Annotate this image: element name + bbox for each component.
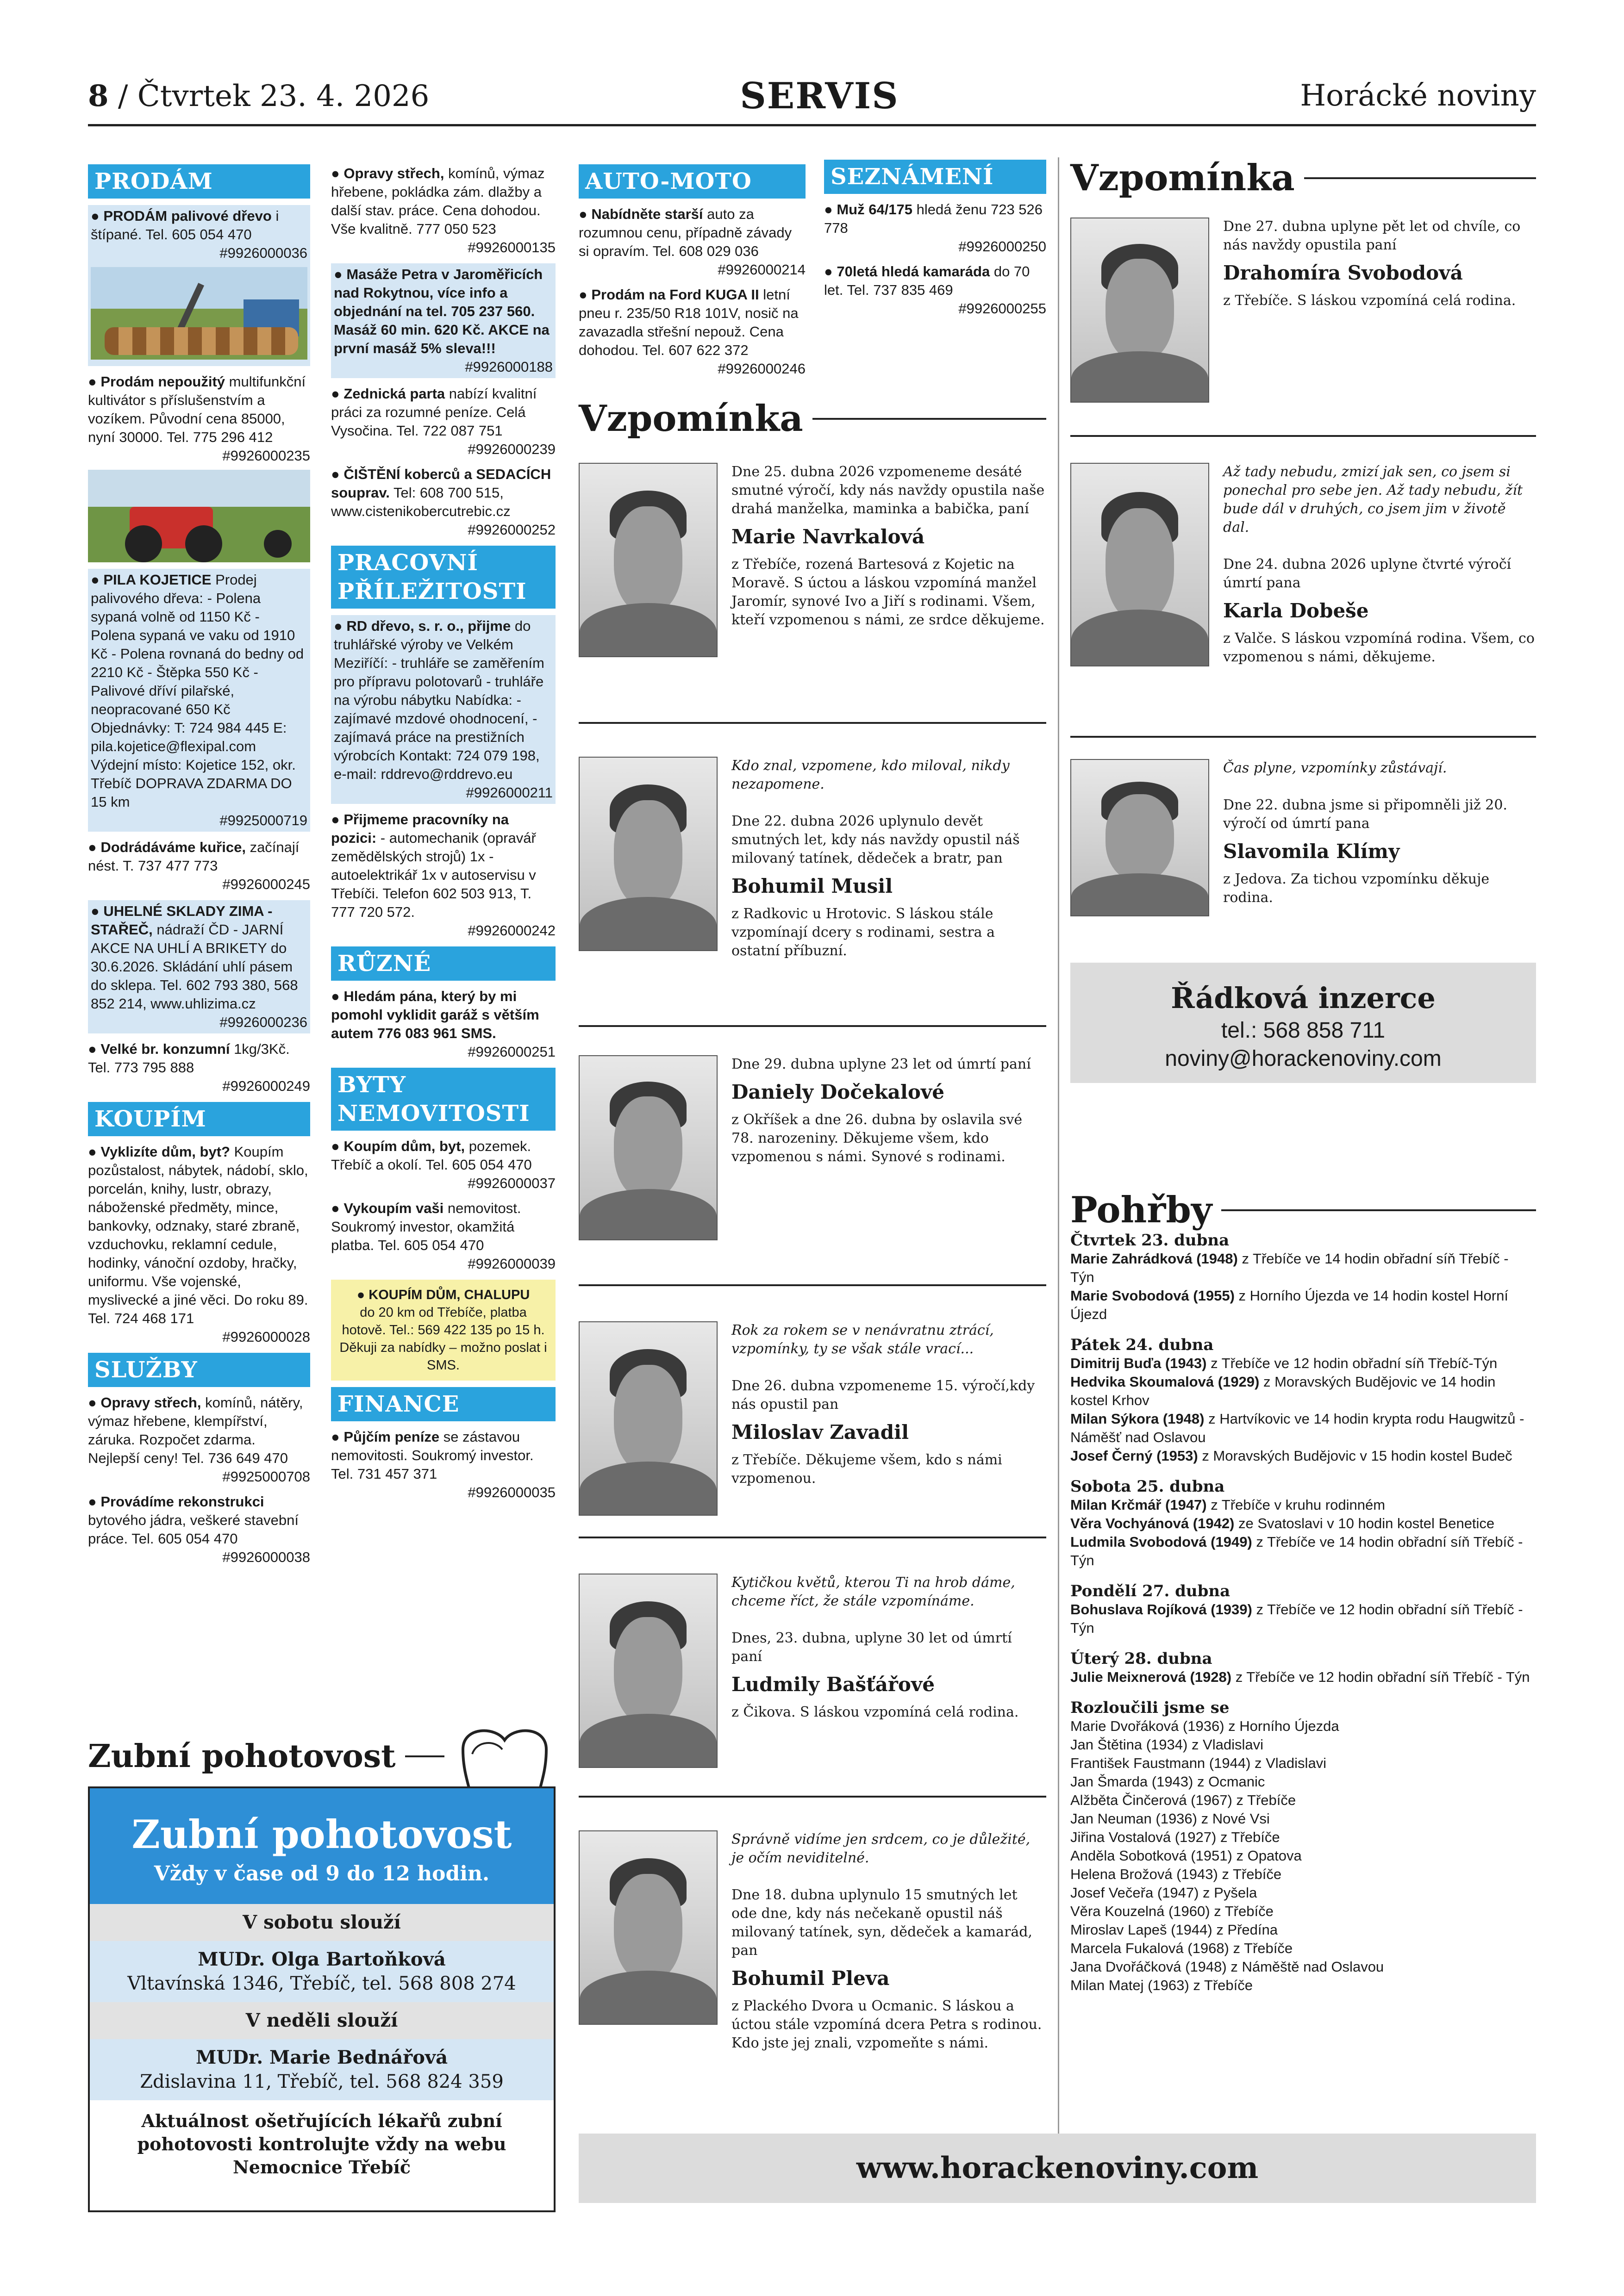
- pohrby-title: Pohřby: [1070, 1189, 1536, 1231]
- classifieds-col-3: [579, 164, 806, 385]
- list-item: ● Prodám na Ford KUGA II letní pneu r. 235/50 R18 101V, nosič na zavazadla střešní nepouž. Cena dohodou. Tel. 607 622 372 #9926000246: [579, 286, 806, 378]
- dental-box-title: Zubní pohotovost: [131, 1811, 512, 1857]
- obit-slavomil-klima: Čas plyne, vzpomínky zůstávají. Dne 22. dubna jsme si připomněli již 20. výročí od úmrtí pana Slavomila Klímy z Jedova. Za tichou vzpomínku děkuje rodina.: [1070, 759, 1536, 944]
- obit-drahomira-svobodova: Dne 27. dubna uplyne pět let od chvíle, co nás navždy opustila paní Drahomíra Svobodová z Třebíče. S láskou vzpomíná celá rodina.: [1070, 218, 1536, 412]
- portrait-photo: [1070, 218, 1209, 403]
- list-item: Jan Štětina (1934) z Vladislavi: [1070, 1736, 1264, 1753]
- portrait-photo: [579, 1321, 718, 1516]
- obit-name: Slavomila Klímy: [1223, 840, 1400, 863]
- list-item: František Faustmann (1944) z Vladislavi: [1070, 1755, 1327, 1771]
- section-prodam: PRODÁM: [88, 164, 310, 199]
- section-pracovni: PRACOVNÍ PŘÍLEŽITOSTI: [331, 546, 556, 609]
- section-title: SERVIS: [740, 75, 899, 117]
- list-item: ● Koupím dům, byt, pozemek. Třebíč a okolí. Tel. 605 054 470 #9926000037: [331, 1137, 556, 1193]
- list-item: ● UHELNÉ SKLADY ZIMA - STAŘEČ, nádraží ČD - JARNÍ AKCE NA UHLÍ A BRIKETY do 30.6.2026. Skládání uhlí pásem do sklepa. Tel. 602 793 380, 568 852 214, www.uhlizima.cz #9926000236: [88, 900, 310, 1033]
- yellow-ad: ● KOUPÍM DŮM, CHALUPU do 20 km od Třebíče, platba hotově. Tel.: 569 422 135 po 15 h. Děkuji za nabídky – možno poslat i SMS.: [331, 1280, 556, 1381]
- list-item: Alžběta Činčerová (1967) z Třebíče: [1070, 1792, 1296, 1808]
- list-item: Jiřina Vostalová (1927) z Třebíče: [1070, 1829, 1280, 1845]
- list-item: Anděla Sobotková (1951) z Opatova: [1070, 1848, 1302, 1864]
- list-item: ● Velké br. konzumní 1kg/3Kč. Tel. 773 795 888 #9926000249: [88, 1040, 310, 1095]
- list-item: Marie Svobodová (1955) z Horního Újezda ve 14 hodin kostel Horní Újezd: [1070, 1288, 1508, 1322]
- list-item: Marie Zahrádková (1948) z Třebíče ve 14 hodin obřadní síň Třebíč - Týn: [1070, 1251, 1509, 1285]
- section-ruzne: RŮZNÉ: [331, 946, 556, 981]
- section-sluzby: SLUŽBY: [88, 1353, 310, 1387]
- obit-name: Daniely Dočekalové: [731, 1081, 944, 1103]
- divider: [579, 1537, 1046, 1538]
- obit-ludmila-bastarova: Kytičkou květů, kterou Ti na hrob dáme, chceme říct, že stále vzpomínáme. Dnes, 23. dubna, uplyne 30 let od úmrtí paní Ludmily Bašťářové z Čikova. S láskou vzpomíná celá rodina.: [579, 1574, 1046, 1800]
- list-item: Julie Meixnerová (1928) z Třebíče ve 12 hodin obřadní síň Třebíč - Týn: [1070, 1669, 1530, 1685]
- list-item: ● Opravy střech, komínů, výmaz hřebene, pokládka zám. dlažby a další stav. práce. Cena dohodou. Vše kvalitně. 777 050 523 #9926000135: [331, 164, 556, 257]
- portrait-photo: [579, 757, 718, 951]
- line-ads-box: [1070, 963, 1536, 1083]
- list-item: Věra Vochyánová (1942) ze Svatoslavi v 10 hodin kostel Benetice: [1070, 1515, 1495, 1531]
- list-item: Věra Kouzelná (1960) z Třebíče: [1070, 1903, 1274, 1919]
- list-item: Milan Matej (1963) z Třebíče: [1070, 1977, 1253, 1993]
- dental-emergency-box: [88, 1786, 556, 2212]
- list-item: Helena Brožová (1943) z Třebíče: [1070, 1866, 1282, 1882]
- firewood-photo: [91, 267, 307, 360]
- classifieds-col-4: [824, 160, 1046, 324]
- section-byty: BYTY NEMOVITOSTI: [331, 1068, 556, 1131]
- section-auto-moto: AUTO-MOTO: [579, 164, 806, 199]
- obit-name: Ludmily Bašťářové: [731, 1673, 935, 1696]
- vzpominka-title-right: Vzpomínka: [1070, 157, 1536, 199]
- list-item: ● Zednická parta nabízí kvalitní práci za rozumné peníze. Celá Vysočina. Tel. 722 087 751 #9926000239: [331, 385, 556, 459]
- line-ads-email[interactable]: noviny@horackenoviny.com: [1165, 1046, 1442, 1071]
- list-item: Miroslav Lapeš (1944) z Předína: [1070, 1922, 1278, 1938]
- divider: [1070, 736, 1536, 738]
- list-item: ● Opravy střech, komínů, nátěry, výmaz hřebene, klempířství, záruka. Rozpočet zdarma. Nejlepší ceny! Tel. 736 649 470 #9925000708: [88, 1394, 310, 1486]
- list-item: ● Nabídněte starší auto za rozumnou cenu, případně závady si opravím. Tel. 608 029 036 #9926000214: [579, 205, 806, 279]
- paper-name: Horácké noviny: [1300, 79, 1536, 113]
- portrait-photo: [579, 1574, 718, 1768]
- list-item: Hedvika Skoumalová (1929) z Moravských Budějovic ve 14 hodin kostel Krhov: [1070, 1374, 1496, 1408]
- list-item: Jana Dvořáčková (1948) z Náměště nad Oslavou: [1070, 1959, 1384, 1975]
- list-item: ● RD dřevo, s. r. o., přijme do truhlářské výroby ve Velkém Meziříčí: - truhláře se zaměřením pro přípravu polotovarů - truhláře na výrobu nábytku Nabídka: - zajímavé mzdové ohodnocení, - zajímavá práce na prestižních výrobcích Kontakt: 724 079 198, e-mail: rddrevo@rddrevo.eu #9926000211: [331, 615, 556, 804]
- section-finance: FINANCE: [331, 1387, 556, 1421]
- dental-box-hours: Vždy v čase od 9 do 12 hodin.: [154, 1862, 490, 1885]
- list-item: Milan Krčmář (1947) z Třebíče v kruhu rodinném: [1070, 1497, 1386, 1513]
- line-ads-phone[interactable]: tel.: 568 858 711: [1221, 1018, 1386, 1043]
- obit-bohumil-musil: Kdo znal, vzpomene, kdo miloval, nikdy nezapomene. Dne 22. dubna 2026 uplynulo devět smutných let, kdy nás navždy opustil náš milovaný tatínek, dědeček a bratr, pan Bohumil Musil z Radkovic u Hrotovic. S láskou stále vzpomínají dcery s rodinami, sestra a ostatní příbuzní.: [579, 757, 1046, 1016]
- list-item: ● Masáže Petra v Jaroměřicích nad Rokytnou, více info a objednání na tel. 705 237 560. Masáž 60 min. 620 Kč. AKCE na první masáž 5% sleva!!! #9926000188: [331, 263, 556, 378]
- obit-karel-dobes: Až tady nebudu, zmizí jak sen, co jsem si ponechal pro sebe jen. Až tady nebudu, žít bude dál v druhých, co jsem jim v životě dal. Dne 24. dubna 2026 uplyne čtvrté výročí úmrtí pana Karla Dobeše z Valče. S láskou vzpomíná rodina. Všem, co vzpomenou s námi, děkujeme.: [1070, 463, 1536, 713]
- obit-name: Karla Dobeše: [1223, 599, 1369, 622]
- list-item: ● Vyklizíte dům, byt? Koupím pozůstalost, nábytek, nádobí, sklo, porcelán, knihy, lustr, obrazy, náboženské předměty, mince, bankovky, odznaky, staré zbraně, vzduchovku, reklamní cedule, hodinky, vánoční ozdoby, hračky, uniformu. Vše vojenské, myslivecké a jiné věci. Do roku 89. Tel. 724 468 171 #9926000028: [88, 1143, 310, 1346]
- list-item: Josef Večeřa (1947) z Pyšela: [1070, 1885, 1257, 1901]
- saturday-address: Vltavínská 1346, Třebíč, tel. 568 808 274: [127, 1973, 516, 1994]
- column-divider: [1058, 157, 1059, 2147]
- list-item: ● Dodrádáváme kuřice, začínají nést. T. 737 477 773 #9926000245: [88, 838, 310, 894]
- dental-section-title: Zubní pohotovost: [88, 1736, 556, 1777]
- sunday-doctor: MUDr. Marie Bednářová: [195, 2047, 448, 2068]
- sunday-address: Zdislavina 11, Třebíč, tel. 568 824 359: [140, 2071, 504, 2092]
- list-item: Marcela Fukalová (1968) z Třebíče: [1070, 1940, 1293, 1956]
- list-item: Marie Dvořáková (1936) z Horního Újezda: [1070, 1718, 1339, 1734]
- classifieds-col-2: [331, 164, 556, 1508]
- sunday-label: V neděli slouží: [245, 2010, 398, 2031]
- list-item: ● Prodám nepoužitý multifunkční kultivátor s příslušenstvím a vozíkem. Původní cena 85000, nyní 30000. Tel. 775 296 412 #9926000235: [88, 373, 310, 562]
- section-seznameni: SEZNÁMENÍ: [824, 160, 1046, 194]
- list-item: Bohuslava Rojíková (1939) z Třebíče ve 12 hodin obřadní síň Třebíč - Týn: [1070, 1601, 1523, 1636]
- portrait-photo: [579, 463, 718, 657]
- list-item: ● ČIŠTĚNÍ koberců a SEDACÍCH souprav. Tel: 608 700 515, www.cistenikobercutrebic.cz #9926000252: [331, 465, 556, 539]
- divider: [579, 1025, 1046, 1027]
- list-item: ● 70letá hledá kamaráda do 70 let. Tel. 737 835 469 #9926000255: [824, 262, 1046, 318]
- list-item: Jan Šmarda (1943) z Ocmanic: [1070, 1773, 1265, 1790]
- saturday-label: V sobotu slouží: [243, 1911, 401, 1933]
- saturday-doctor: MUDr. Olga Bartoňková: [198, 1948, 446, 1970]
- page-number-date: 8 / Čtvrtek 23. 4. 2026: [88, 79, 430, 113]
- divider: [1070, 435, 1536, 437]
- list-item: Ludmila Svobodová (1949) z Třebíče ve 14 hodin obřadní síň Třebíč - Týn: [1070, 1534, 1523, 1568]
- divider: [579, 722, 1046, 724]
- list-item: Milan Sýkora (1948) z Hartvíkovic ve 14 hodin krypta rodu Haugwitzů - Náměšť nad Oslavou: [1070, 1411, 1524, 1445]
- list-item: ● Provádíme rekonstrukci bytového jádra, veškeré stavební práce. Tel. 605 054 470 #9926000038: [88, 1493, 310, 1567]
- list-item: Josef Černý (1953) z Moravských Budějovic v 15 hodin kostel Budeč: [1070, 1448, 1512, 1464]
- vzpominka-title-mid: Vzpomínka: [579, 398, 1046, 440]
- portrait-photo: [579, 1830, 718, 2025]
- obit-marie-navrkalova: Dne 25. dubna 2026 vzpomeneme desáté smutné výročí, kdy nás navždy opustila naše drahá manželka, maminka a babička, paní Marie Navrkalová z Třebíče, rozená Bartesová z Kojetic na Moravě. S úctou a láskou vzpomíná manžel Jaromír, synové Ivo a Jiří s rodinami. Všem, kteří vzpomenou s námi, ze srdce děkujeme.: [579, 463, 1046, 703]
- divider: [579, 1796, 1046, 1798]
- obit-name: Miloslav Zavadil: [731, 1421, 909, 1444]
- list-item: ● Vykoupím vaši nemovitost. Soukromý investor, okamžitá platba. Tel. 605 054 470 #9926000039: [331, 1199, 556, 1273]
- section-koupim: KOUPÍM: [88, 1102, 310, 1136]
- dental-footnote: Aktuálnost ošetřujících lékařů zubní pohotovosti kontrolujte vždy na webu Nemocnice Třebíč: [137, 2110, 506, 2178]
- list-item: ● Muž 64/175 hledá ženu 723 526 778 #9926000250: [824, 200, 1046, 256]
- obit-daniela-docekalova: Dne 29. dubna uplyne 23 let od úmrtí paní Daniely Dočekalové z Okříšek a dne 26. dubna by oslavila své 78. narozeniny. Děkujeme všem, kdo vzpomenou s námi. Synové s rodinami.: [579, 1055, 1046, 1287]
- list-item: ● Půjčím peníze se zástavou nemovitosti. Soukromý investor. Tel. 731 457 371 #9926000035: [331, 1428, 556, 1502]
- list-item: Dimitrij Buďa (1943) z Třebíče ve 12 hodin obřadní síň Třebíč-Týn: [1070, 1355, 1498, 1371]
- funerals-list: Čtvrtek 23. dubna Marie Zahrádková (1948) z Třebíče ve 14 hodin obřadní síň Třebíč - Týn Marie Svobodová (1955) z Horního Újezda ve 14 hodin kostel Horní Újezd Pátek 24. dubna Dimitrij Buďa (1943) z Třebíče ve 12 hodin obřadní síň Třebíč-Týn Hedvika Skoumalová (1929) z Moravských Budějovic ve 14 hodin kostel Krhov Milan Sýkora (1948) z Hartvíkovic ve 14 hodin krypta rodu Haugwitzů - Náměšť nad Oslavou Josef Černý (1953) z Moravských Budějovic v 15 hodin kostel Budeč Sobota 25. dubna Milan Krčmář (1947) z Třebíče v kruhu rodinném Věra Vochyánová (1942) ze Svatoslavi v 10 hodin kostel Benetice Ludmila Svobodová (1949) z Třebíče ve 14 hodin obřadní síň Třebíč - Týn Pondělí 27. dubna Bohuslava Rojíková (1939) z Třebíče ve 12 hodin obřadní síň Třebíč - Týn Úterý 28. dubna Julie Meixnerová (1928) z Třebíče ve 12 hodin obřadní síň Třebíč - Týn Rozloučili jsme se Marie Dvořáková (1936) z Horního Újezda Jan Štětina (1934) z Vladislavi František Faustmann (1944) z Vladislavi Jan Šmarda (1943) z Ocmanic Alžběta Činčerová (1967) z Třebíče Jan Neuman (1936) z Nové Vsi Jiřina Vostalová (1927) z Třebíče Anděla Sobotková (1951) z Opatova Helena Brožová (1943) z Třebíče Josef Večeřa (1947) z Pyšela Věra Kouzelná (1960) z Třebíče Miroslav Lapeš (1944) z Předína Marcela Fukalová (1968) z Třebíče Jana Dvořáčková (1948) z Náměště nad Oslavou Milan Matej (1963) z Třebíče: [1070, 1231, 1536, 1995]
- portrait-photo: [1070, 759, 1209, 916]
- obit-name: Marie Navrkalová: [731, 525, 925, 548]
- cultivator-photo: [88, 470, 310, 562]
- list-item: ● PILA KOJETICE Prodej palivového dřeva: - Polena sypaná volně od 1150 Kč - Polena sypaná ve vaku od 1910 Kč - Polena rovnaná do bedny od 2210 Kč - Štěpka 550 Kč - Palivové dříví pilařské, neopracované 650 Kč Objednávky: T: 724 984 445 E: pila.kojetice@flexipal.com Výdejní místo: Kojetice 152, okr. Třebíč DOPRAVA ZDARMA DO 15 km #9925000719: [88, 569, 310, 832]
- list-item: ● Přijmeme pracovníky na pozici: - automechanik (opravář zemědělských strojů) 1x - autoelektrikář 1x v autoservisu v Třebíči. Telefon 602 503 913, T. 777 720 572. #9926000242: [331, 810, 556, 940]
- classifieds-col-1: [88, 164, 310, 1573]
- list-item: ● PRODÁM palivové dřevo i štípané. Tel. 605 054 470 #9926000036: [88, 205, 310, 366]
- obit-miloslav-zavadil: Rok za rokem se v nenávratnu ztrácí, vzpomínky, ty se však stále vrací... Dne 26. dubna vzpomeneme 15. výročí,kdy nás opustil pan Miloslav Zavadil z Třebíče. Děkujeme všem, kdo s námi vzpomenou.: [579, 1321, 1046, 1543]
- obit-name: Drahomíra Svobodová: [1223, 261, 1463, 284]
- obit-name: Bohumil Musil: [731, 875, 893, 897]
- portrait-photo: [579, 1055, 718, 1240]
- divider: [579, 1284, 1046, 1286]
- website-link[interactable]: www.horackenoviny.com: [579, 2134, 1536, 2203]
- portrait-photo: [1070, 463, 1209, 666]
- list-item: ● Hledám pána, který by mi pomohl vyklidit garáž s větším autem 776 083 961 SMS. #9926000251: [331, 987, 556, 1061]
- obit-bohumil-pleva: Správně vidíme jen srdcem, co je důležité, je očím neviditelné. Dne 18. dubna uplynulo 15 smutných let ode dne, kdy nás nečekaně opustil náš milovaný tatínek, syn, dědeček a kamarád, pan Bohumil Pleva z Plackého Dvora u Ocmanic. S láskou a úctou stále vzpomíná dcera Petra s rodinou. Kdo jste jej znali, vzpomeňte s námi.: [579, 1830, 1046, 2090]
- list-item: Jan Neuman (1936) z Nové Vsi: [1070, 1811, 1270, 1827]
- obit-name: Bohumil Pleva: [731, 1967, 890, 1990]
- header-rule: [88, 124, 1536, 126]
- line-ads-title: Řádková inzerce: [1171, 981, 1436, 1015]
